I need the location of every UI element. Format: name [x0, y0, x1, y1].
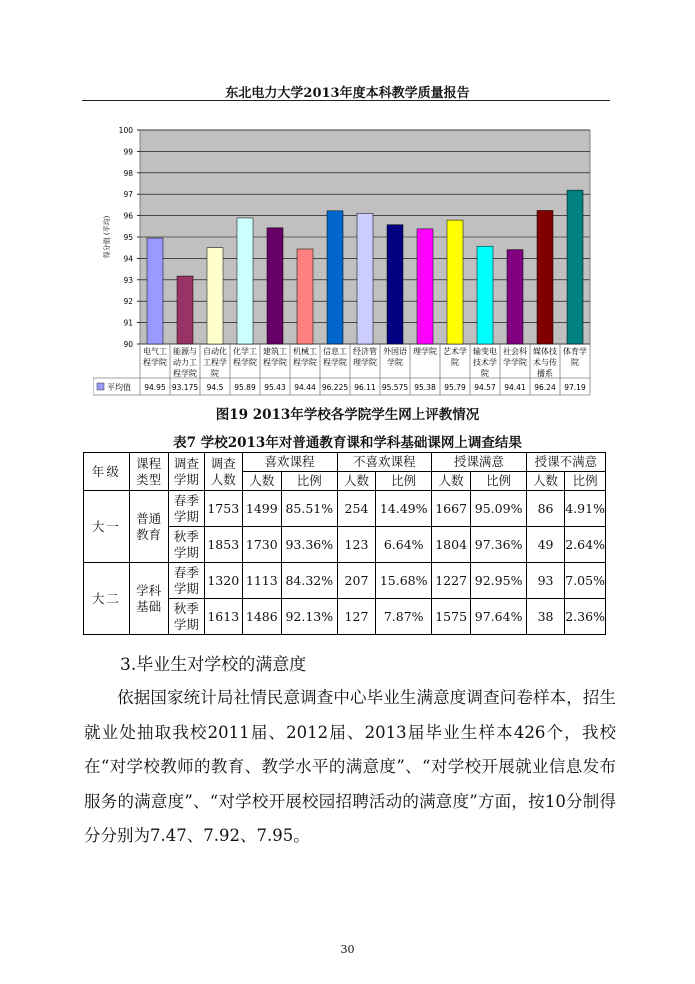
satisfied-ratio-cell: 97.64% [471, 599, 526, 635]
count-cell: 1853 [204, 527, 242, 563]
bar [417, 229, 433, 344]
table-row [84, 563, 606, 599]
data-table-value: 96.225 [321, 383, 349, 392]
count-cell: 1753 [204, 491, 242, 527]
subheader-ratio: 比例 [471, 472, 526, 491]
bar [237, 218, 253, 344]
data-table-value: 95.38 [414, 383, 436, 392]
paragraph-text: 依据国家统计局社情民意调查中心毕业生满意度调查问卷样本，招生就业处抽取我校2011届、2012届、2013届毕业生样本426个，我校在“对学校教师的教育、教学水平的满意度”、“对学校开展就业信息发布服务的满意度”、“对学校开展校园招聘活动的满意度”方面，按10分制得分分别为7.47、7.92、7.95。 [84, 688, 616, 845]
bar [207, 248, 223, 344]
course-type-cell: 普通 教育 [129, 491, 168, 563]
header-course-type: 课程 类型 [129, 453, 168, 491]
dislike-ratio-cell: 15.68% [376, 563, 431, 599]
y-tick-label: 97 [123, 190, 133, 200]
college-evaluation-bar-chart [93, 114, 603, 399]
y-tick-label: 98 [123, 168, 133, 178]
x-tick-label: 外国语 [383, 347, 407, 356]
grade-cell: 大一 [84, 491, 130, 563]
dislike-count-cell: 127 [337, 599, 376, 635]
subheader-people: 人数 [431, 472, 470, 491]
y-tick-label: 91 [123, 318, 133, 328]
x-tick-label: 建筑工 [263, 347, 287, 356]
figure-caption: 图19 2013年学校各学院学生网上评教情况 [215, 407, 480, 423]
x-tick-label: 程学院 [233, 358, 257, 367]
data-table-value: 94.57 [474, 383, 496, 392]
x-tick-label: 经济管 [353, 347, 377, 356]
like-count-cell: 1730 [242, 527, 281, 563]
header-count: 调查 人数 [204, 453, 242, 491]
like-ratio-cell: 92.13% [282, 599, 337, 635]
like-count-cell: 1486 [242, 599, 281, 635]
dislike-ratio-cell: 14.49% [376, 491, 431, 527]
like-count-cell: 1113 [242, 563, 281, 599]
header-like: 喜欢课程 [242, 453, 337, 472]
x-tick-label: 输变电 [473, 347, 497, 356]
subheader-people: 人数 [242, 472, 281, 491]
data-table-value: 94.41 [504, 383, 526, 392]
x-tick-label: 电气工 [143, 347, 167, 356]
satisfied-count-cell: 1227 [431, 563, 470, 599]
x-tick-label: 程学院 [173, 369, 197, 378]
table-row [84, 491, 606, 527]
bar [507, 250, 523, 344]
unsatisfied-count-cell: 93 [526, 563, 564, 599]
x-tick-label: 学院 [387, 358, 403, 367]
bar [177, 276, 193, 344]
y-tick-label: 93 [123, 275, 133, 285]
data-table-value: 93.175 [171, 383, 199, 392]
data-table-value: 95.43 [264, 383, 286, 392]
data-table-value: 96.24 [534, 383, 556, 392]
data-table-value: 94.5 [206, 383, 224, 392]
bar [297, 249, 313, 344]
y-tick-label: 99 [123, 147, 133, 157]
page-header-title: 东北电力大学2013年度本科教学质量报告 [225, 86, 470, 101]
y-tick-label: 92 [123, 297, 133, 307]
unsatisfied-ratio-cell: 4.91% [565, 491, 606, 527]
subheader-people: 人数 [337, 472, 376, 491]
x-tick-label: 程学院 [293, 358, 317, 367]
unsatisfied-count-cell: 49 [526, 527, 564, 563]
unsatisfied-count-cell: 38 [526, 599, 564, 635]
bar [567, 190, 583, 344]
bar [537, 210, 553, 344]
semester-cell: 春季 学期 [168, 563, 204, 599]
data-table-value: 95.89 [234, 383, 256, 392]
bar [447, 220, 463, 344]
grade-cell: 大二 [84, 563, 130, 635]
y-tick-label: 90 [123, 340, 133, 349]
header-divider [82, 100, 610, 101]
x-tick-label: 程学院 [323, 358, 347, 367]
data-table-value: 94.44 [294, 383, 316, 392]
x-tick-label: 院 [211, 369, 219, 378]
header-semester: 调查 学期 [168, 453, 204, 491]
x-tick-label: 院 [451, 358, 459, 367]
legend-label: 平均值 [107, 383, 131, 392]
subheader-people: 人数 [526, 472, 564, 491]
subheader-ratio: 比例 [282, 472, 337, 491]
semester-cell: 秋季 学期 [168, 599, 204, 635]
y-axis-label: 得分值 (平均) [103, 215, 111, 259]
dislike-count-cell: 207 [337, 563, 376, 599]
header-grade: 年级 [84, 453, 130, 491]
like-ratio-cell: 93.36% [282, 527, 337, 563]
satisfied-ratio-cell: 92.95% [471, 563, 526, 599]
y-tick-label: 100 [118, 126, 133, 135]
bar [357, 213, 373, 344]
section-heading: 3.毕业生对学校的满意度 [120, 655, 307, 675]
body-paragraph [84, 681, 616, 854]
data-table-value: 95.575 [381, 383, 409, 392]
x-tick-label: 院 [571, 358, 579, 367]
x-tick-label: 技术学 [473, 358, 497, 367]
x-tick-label: 程学院 [263, 358, 287, 367]
satisfied-count-cell: 1667 [431, 491, 470, 527]
x-tick-label: 信息工 [323, 347, 347, 356]
x-tick-label: 自动化 [203, 347, 227, 356]
header-unsatisfied: 授课不满意 [526, 453, 605, 472]
x-tick-label: 媒体技 [533, 347, 557, 356]
x-tick-label: 程学院 [143, 358, 167, 367]
bar [387, 225, 403, 344]
x-tick-label: 播系 [537, 369, 553, 378]
x-tick-label: 机械工 [293, 347, 317, 356]
x-tick-label: 艺术学 [443, 347, 467, 356]
page-number: 30 [340, 943, 355, 956]
bar [477, 246, 493, 344]
x-tick-label: 术与传 [533, 358, 557, 367]
header-dislike: 不喜欢课程 [337, 453, 431, 472]
header-satisfied: 授课满意 [431, 453, 526, 472]
satisfied-count-cell: 1575 [431, 599, 470, 635]
table-caption: 表7 学校2013年对普通教育课和学科基础课网上调查结果 [173, 435, 522, 451]
unsatisfied-ratio-cell: 2.36% [565, 599, 606, 635]
x-tick-label: 院 [481, 369, 489, 378]
subheader-ratio: 比例 [376, 472, 431, 491]
bar [267, 228, 283, 344]
satisfied-count-cell: 1804 [431, 527, 470, 563]
course-type-cell: 学科 基础 [129, 563, 168, 635]
x-tick-label: 理学院 [353, 358, 377, 367]
like-count-cell: 1499 [242, 491, 281, 527]
y-tick-label: 95 [123, 233, 133, 242]
count-cell: 1320 [204, 563, 242, 599]
x-tick-label: 理学院 [413, 347, 437, 356]
unsatisfied-ratio-cell: 2.64% [565, 527, 606, 563]
unsatisfied-ratio-cell: 7.05% [565, 563, 606, 599]
dislike-ratio-cell: 6.64% [376, 527, 431, 563]
bar [327, 211, 343, 344]
unsatisfied-count-cell: 86 [526, 491, 564, 527]
semester-cell: 秋季 学期 [168, 527, 204, 563]
y-tick-label: 96 [123, 211, 133, 221]
data-table-value: 97.19 [564, 383, 586, 392]
dislike-count-cell: 254 [337, 491, 376, 527]
satisfied-ratio-cell: 95.09% [471, 491, 526, 527]
semester-cell: 春季 学期 [168, 491, 204, 527]
bar [147, 238, 163, 344]
x-tick-label: 工程学 [203, 358, 227, 367]
y-tick-label: 94 [123, 254, 133, 264]
dislike-ratio-cell: 7.87% [376, 599, 431, 635]
data-table-value: 95.79 [444, 383, 466, 392]
x-tick-label: 化学工 [233, 347, 257, 356]
x-tick-label: 学学院 [503, 358, 527, 367]
x-tick-label: 社会科 [503, 347, 527, 356]
x-tick-label: 体育学 [563, 347, 587, 356]
subheader-ratio: 比例 [565, 472, 606, 491]
satisfied-ratio-cell: 97.36% [471, 527, 526, 563]
dislike-count-cell: 123 [337, 527, 376, 563]
x-tick-label: 能源与 [173, 347, 197, 356]
data-table-value: 96.11 [354, 383, 376, 392]
survey-results-table [83, 452, 606, 635]
like-ratio-cell: 85.51% [282, 491, 337, 527]
legend-swatch [97, 383, 104, 390]
like-ratio-cell: 84.32% [282, 563, 337, 599]
count-cell: 1613 [204, 599, 242, 635]
data-table-value: 94.95 [144, 383, 166, 392]
x-tick-label: 动力工 [173, 358, 197, 367]
